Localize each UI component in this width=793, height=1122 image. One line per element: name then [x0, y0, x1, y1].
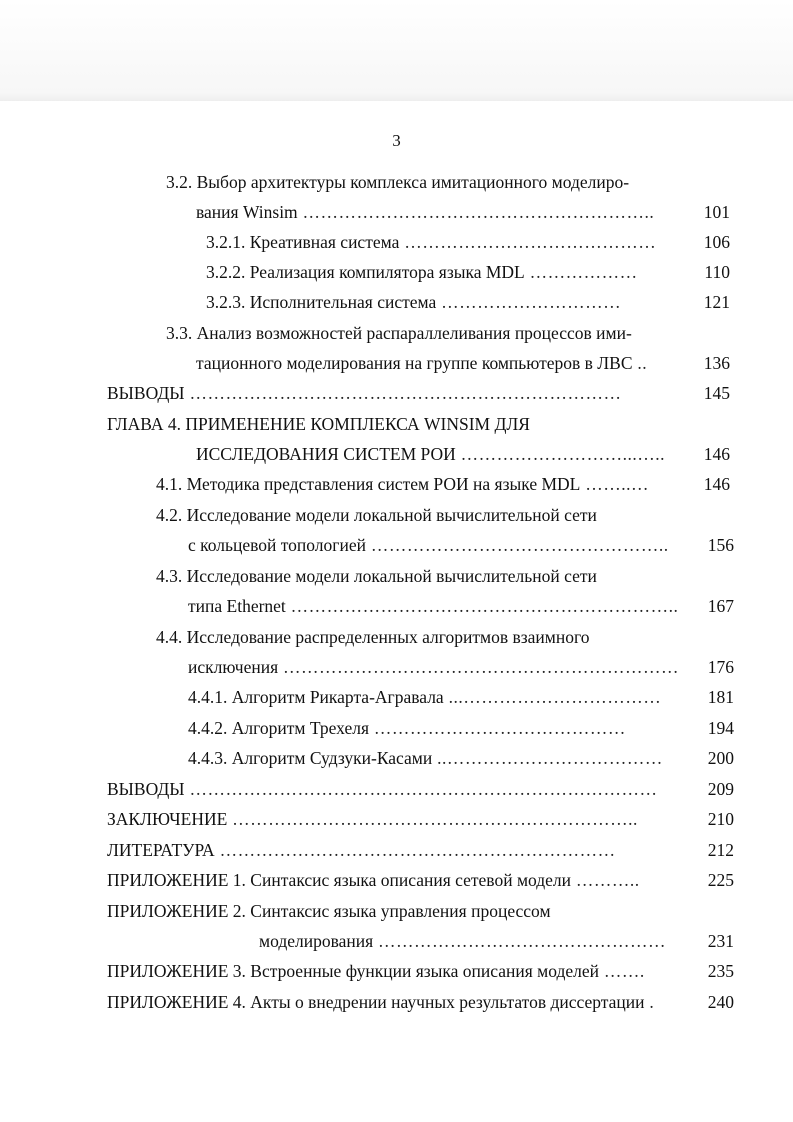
toc-page: 101 — [703, 202, 730, 222]
toc-leader: ...…………………………… — [443, 687, 662, 707]
toc-title: ВЫВОДЫ — [107, 779, 185, 799]
toc-leader: ………………………………………………………… — [278, 657, 679, 677]
toc-line — [107, 868, 690, 892]
toc-line — [107, 899, 707, 923]
toc-leader: .. — [632, 353, 648, 373]
toc-title: ЗАКЛЮЧЕНИЕ — [107, 809, 228, 829]
toc-line — [107, 807, 690, 831]
toc-leader: ……………………………………………………….. — [285, 596, 679, 616]
toc-title: 4.4.2. Алгоритм Трехеля — [188, 718, 369, 738]
toc-title: 3.2. Выбор архитектуры комплекса имитационного моделиро- — [166, 172, 630, 192]
toc-leader: ………………………………………………………… — [214, 840, 616, 860]
toc-title: ПРИЛОЖЕНИЕ 4. Акты о внедрении научных результатов диссертации — [107, 992, 645, 1012]
toc-leader: ……………… — [524, 262, 638, 282]
toc-page: 212 — [707, 840, 734, 860]
toc-line — [107, 838, 690, 862]
toc-leader: ………………………………………………………….. — [227, 809, 638, 829]
toc-line — [156, 472, 690, 496]
toc-line — [188, 594, 690, 618]
toc-page: 156 — [707, 535, 734, 555]
toc-page: 110 — [704, 262, 730, 282]
toc-line — [107, 412, 707, 436]
toc-page: 146 — [703, 444, 730, 464]
toc-page: 231 — [707, 931, 734, 951]
toc-page: 240 — [707, 992, 734, 1012]
toc-title: ПРИЛОЖЕНИЕ 1. Синтаксис языка описания сетевой модели — [107, 870, 572, 890]
toc-leader: ..……………………………… — [432, 748, 663, 768]
toc-title: тационного моделирования на группе компьютеров в ЛВС — [196, 353, 633, 373]
toc-title: 3.2.2. Реализация компилятора языка MDL — [206, 262, 525, 282]
toc-page: 194 — [707, 718, 734, 738]
toc-leader: ………………………………………………….. — [297, 202, 655, 222]
toc-title: 4.2. Исследование модели локальной вычислительной сети — [156, 505, 597, 525]
toc-title: вания Winsim — [196, 202, 298, 222]
toc-title: ВЫВОДЫ — [107, 383, 185, 403]
toc-title: моделирования — [259, 931, 374, 951]
toc-title: ПРИЛОЖЕНИЕ 3. Встроенные функции языка описания моделей — [107, 961, 600, 981]
toc-title: 3.2.1. Креативная система — [206, 232, 400, 252]
toc-line — [107, 381, 690, 405]
toc-page: 210 — [707, 809, 734, 829]
toc-leader: ………………………...….. — [455, 444, 665, 464]
toc-line — [196, 200, 690, 224]
toc-line — [107, 990, 704, 1014]
toc-line — [196, 351, 690, 375]
toc-leader: ………………………… — [436, 292, 622, 312]
toc-title: 4.4.3. Алгоритм Судзуки-Касами — [188, 748, 433, 768]
toc-leader: ……….. — [571, 870, 640, 890]
toc-title: 3.3. Анализ возможностей распараллеливания процессов ими- — [166, 323, 632, 343]
toc-page: 136 — [703, 353, 730, 373]
toc-leader: ……. — [599, 961, 645, 981]
page-number: 3 — [392, 131, 401, 150]
toc-page: 209 — [707, 779, 734, 799]
toc-page: 235 — [707, 961, 734, 981]
toc-leader: …………………………………… — [369, 718, 626, 738]
toc-line — [107, 959, 690, 983]
toc-page: 225 — [707, 870, 734, 890]
toc-leader: ………………………………………… — [373, 931, 667, 951]
toc-line — [156, 564, 696, 588]
toc-line — [188, 533, 690, 557]
toc-title: 3.2.3. Исполнительная система — [206, 292, 437, 312]
toc-line — [188, 746, 690, 770]
toc-page: 200 — [707, 748, 734, 768]
toc-line — [188, 685, 690, 709]
toc-title: исключения — [188, 657, 279, 677]
toc-page: 167 — [707, 596, 734, 616]
toc-page: 121 — [703, 292, 730, 312]
toc-line — [166, 321, 706, 345]
toc-title: 4.4.1. Алгоритм Рикарта-Агравала — [188, 687, 444, 707]
toc-line — [196, 442, 690, 466]
toc-line — [206, 230, 690, 254]
toc-page: 146 — [703, 474, 730, 494]
toc-line — [156, 625, 696, 649]
toc-leader: …………………………………… — [399, 232, 657, 252]
toc-line — [206, 290, 690, 314]
toc-title: 4.1. Методика представления систем РОИ на языке MDL — [156, 474, 581, 494]
toc-leader: ………………………………………….. — [365, 535, 669, 555]
toc-page: 145 — [703, 383, 730, 403]
toc-line — [156, 503, 696, 527]
toc-title: ЛИТЕРАТУРА — [107, 840, 215, 860]
toc-leader: . — [644, 992, 655, 1012]
toc-title: 4.4. Исследование распределенных алгоритмов взаимного — [156, 627, 590, 647]
toc-line — [206, 260, 690, 284]
toc-line — [188, 655, 690, 679]
toc-leader: ……..… — [580, 474, 649, 494]
toc-title: ГЛАВА 4. ПРИМЕНЕНИЕ КОМПЛЕКСА WINSIM ДЛЯ — [107, 414, 530, 434]
toc-line — [107, 777, 690, 801]
toc-title: ИССЛЕДОВАНИЯ СИСТЕМ РОИ — [196, 444, 456, 464]
toc-line — [259, 929, 690, 953]
toc-title: с кольцевой топологией — [188, 535, 366, 555]
toc-title: типа Ethernet — [188, 596, 286, 616]
toc-page: 176 — [707, 657, 734, 677]
toc-page: 106 — [703, 232, 730, 252]
toc-page: 181 — [707, 687, 734, 707]
toc-title: ПРИЛОЖЕНИЕ 2. Синтаксис языка управления процессом — [107, 901, 551, 921]
toc-line — [188, 716, 690, 740]
toc-leader: ……………………………………………………………… — [184, 383, 622, 403]
toc-line — [166, 170, 706, 194]
toc-leader: …………………………………………………………………… — [184, 779, 658, 799]
toc-title: 4.3. Исследование модели локальной вычислительной сети — [156, 566, 597, 586]
